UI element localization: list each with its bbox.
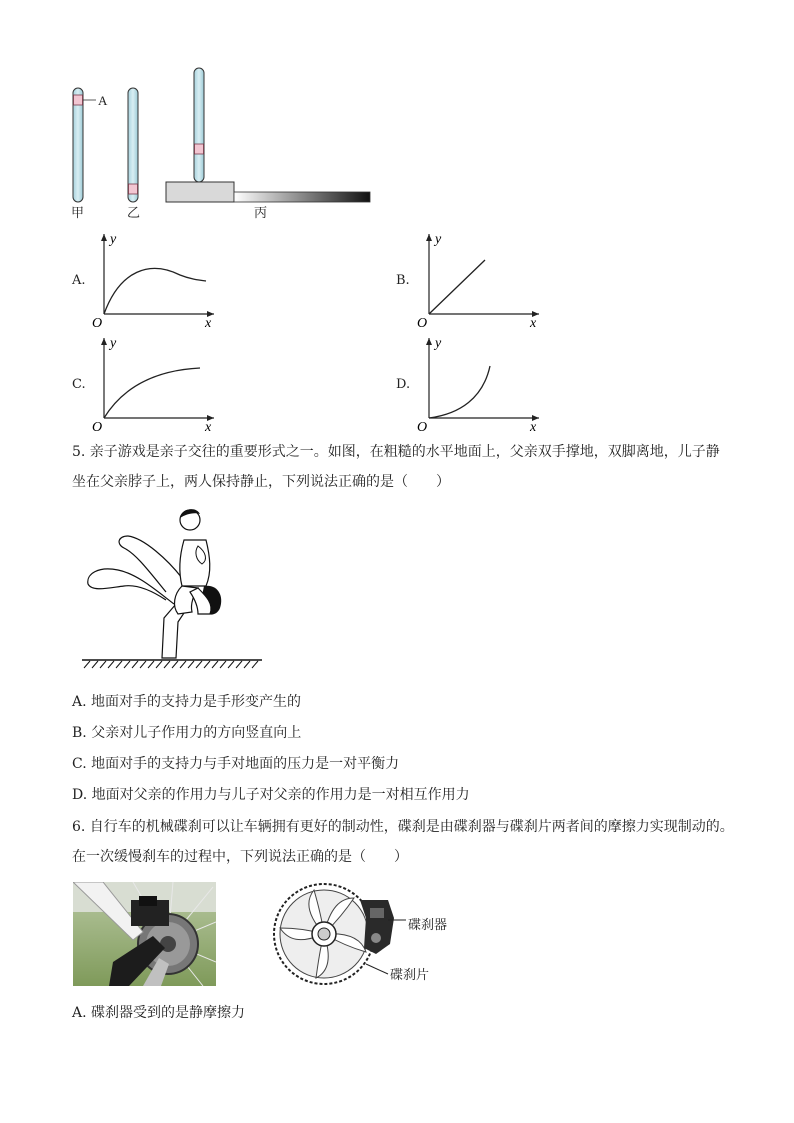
q6-option-a: A. 碟刹器受到的是静摩擦力: [72, 1005, 246, 1021]
graph-d-y: y: [435, 336, 442, 351]
tube-label-bing: 丙: [254, 206, 268, 221]
tube-figure: [60, 62, 390, 230]
tube-yi: [128, 88, 138, 202]
q5-line2: 坐在父亲脖子上，两人保持静止，下列说法正确的是（ ）: [72, 474, 450, 490]
label-a: A: [98, 93, 108, 108]
disc-brake-diagram: [270, 878, 410, 988]
q5-option-d: D. 地面对父亲的作用力与儿子对父亲的作用力是一对相互作用力: [72, 787, 470, 803]
graph-label-d: D.: [396, 377, 411, 392]
graph-a-origin: O: [92, 316, 103, 330]
graph-c-y: y: [110, 336, 117, 351]
graph-c: [90, 334, 220, 434]
tube-bing: [166, 68, 370, 202]
graph-d: [415, 334, 545, 434]
q6-line1: 6. 自行车的机械碟刹可以让车辆拥有更好的制动性，碟刹是由碟刹器与碟刹片两者间的摩擦力实现制动的。: [72, 819, 734, 835]
graph-label-c: C.: [72, 377, 86, 392]
q5-option-b: B. 父亲对儿子作用力的方向竖直向上: [72, 725, 302, 741]
q5-option-a: A. 地面对手的支持力是手形变产生的: [72, 694, 302, 710]
bike-brake-photo: [73, 882, 216, 986]
graph-d-x: x: [530, 420, 537, 434]
graph-label-a: A.: [72, 273, 86, 288]
tube-jia: [73, 88, 96, 202]
graph-c-origin: O: [92, 420, 103, 434]
q5-option-c: C. 地面对手的支持力与手对地面的压力是一对平衡力: [72, 756, 400, 772]
graph-label-b: B.: [396, 273, 410, 288]
graph-a: [90, 230, 220, 330]
caliper-label: 碟刹器: [408, 918, 448, 933]
q6-line2: 在一次缓慢刹车的过程中，下列说法正确的是（ ）: [72, 849, 408, 865]
graph-b-x: x: [530, 316, 537, 330]
graph-d-origin: O: [417, 420, 428, 434]
graph-a-x: x: [205, 316, 212, 330]
graph-b-y: y: [435, 232, 442, 247]
tube-label-jia: 甲: [71, 206, 85, 221]
disc-label: 碟刹片: [390, 968, 430, 983]
graph-b: [415, 230, 545, 330]
graph-b-origin: O: [417, 316, 428, 330]
graph-c-x: x: [205, 420, 212, 434]
parent-child-figure: [78, 500, 268, 675]
graph-a-y: y: [110, 232, 117, 247]
tube-label-yi: 乙: [127, 206, 141, 221]
q5-line1: 5. 亲子游戏是亲子交往的重要形式之一。如图，在粗糙的水平地面上，父亲双手撑地，双脚离地，儿子静: [72, 444, 720, 460]
